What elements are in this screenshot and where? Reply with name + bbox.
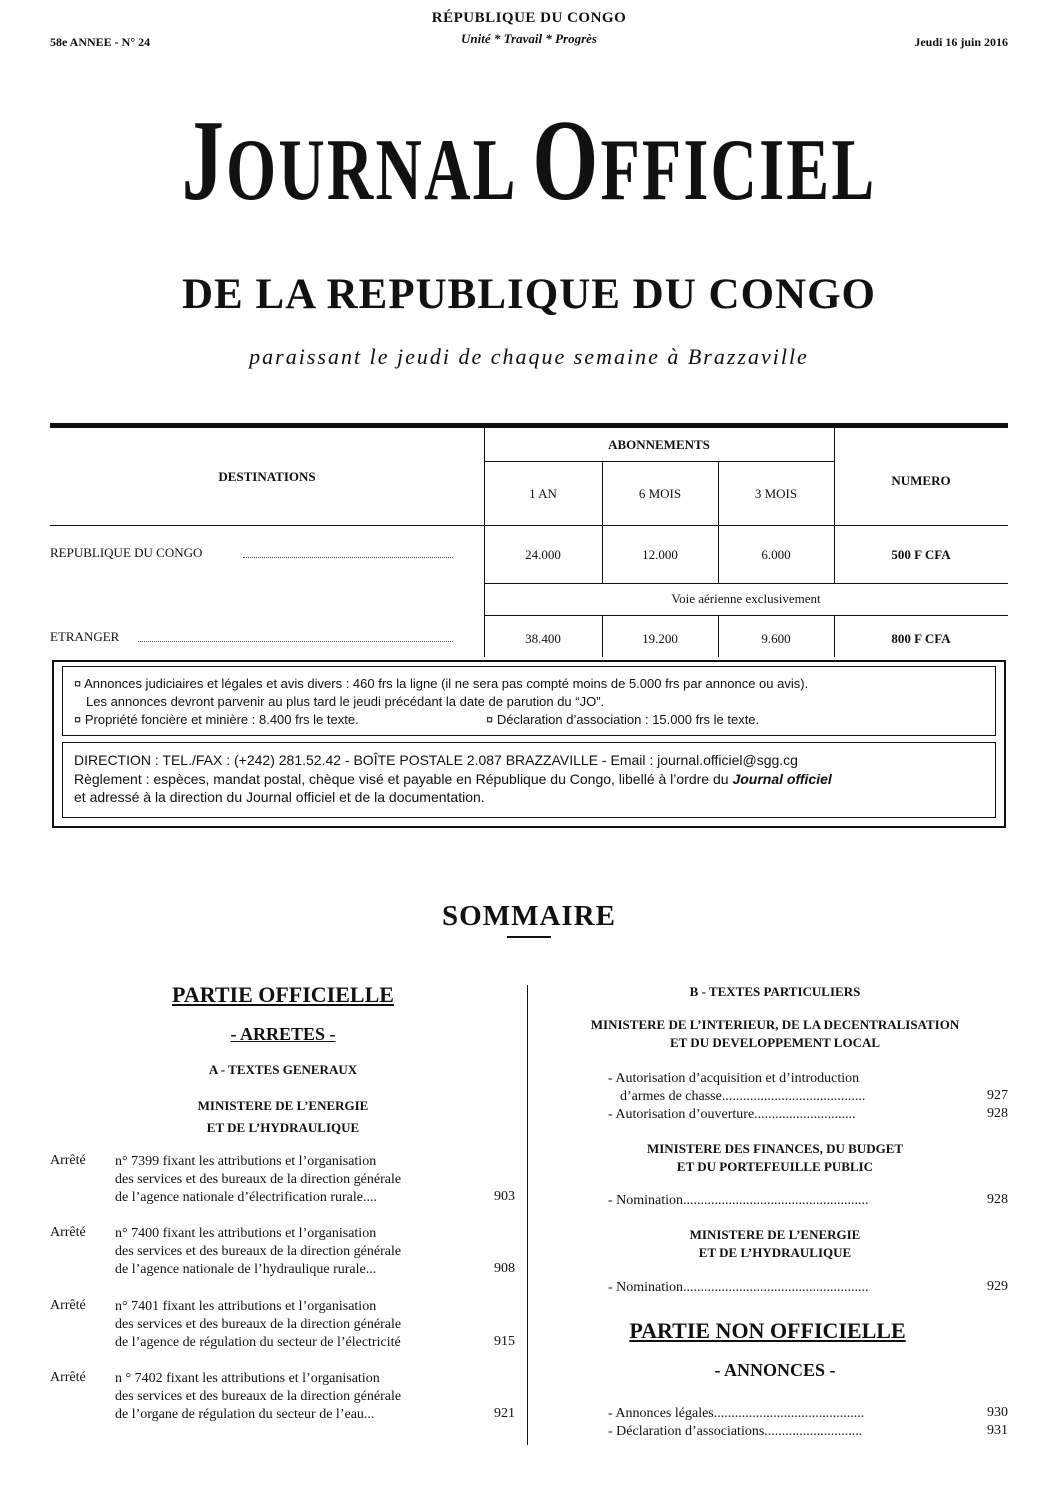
entry-line: de l’agence nationale d’électrification rurale.... [115, 1190, 377, 1205]
row-congo-numero: 500 F CFA [891, 547, 951, 562]
entry-line: des services et des bureaux de la direction générale [115, 1244, 402, 1259]
ministry-interieur-heading: MINISTERE DE L’INTERIEUR, DE LA DECENTRALISATION [590, 1017, 960, 1032]
row-etranger-label: ETRANGER [50, 629, 120, 644]
national-motto: Unité * Travail * Progrès [460, 31, 597, 46]
entry-line: n° 7401 fixant les attributions et l’organisation [115, 1299, 377, 1314]
row-etranger-1an: 38.400 [525, 631, 561, 646]
notice-deadline: Les annonces devront parvenir au plus tard le jeudi précédant la date de parution du “JO”. [86, 694, 605, 709]
entry-page: 928 [987, 1106, 1008, 1121]
direction-contact: DIRECTION : TEL./FAX : (+242) 281.52.42 - BOÎTE POSTALE 2.087 BRAZZAVILLE - Email : journal.officiel@sgg.cg [74, 752, 798, 768]
ministry-interieur-heading-2: ET DU DEVELOPPEMENT LOCAL [669, 1035, 881, 1050]
entry-line: de l’agence nationale de l’hydraulique rurale... [115, 1262, 377, 1277]
sommaire-title: SOMMAIRE [442, 900, 616, 932]
entry-line: des services et des bureaux de la direction générale [115, 1317, 402, 1332]
entry-page: 908 [494, 1261, 515, 1276]
notice-propriete: ¤ Propriété foncière et minière : 8.400 frs le texte. [74, 712, 359, 727]
row-congo-1an: 24.000 [525, 547, 561, 562]
reglement-text: Règlement : espèces, mandat postal, chèque visé et payable en République du Congo, libellé à l’ordre du Journal officiel [74, 771, 832, 787]
arretes-heading: - ARRETES - [230, 1024, 336, 1044]
row-etranger-3mois: 9.600 [761, 631, 791, 646]
masthead-subtitle: DE LA REPUBLIQUE DU CONGO [182, 271, 876, 318]
entry-line: n° 7399 fixant les attributions et l’organisation [115, 1154, 377, 1169]
row-etranger-6mois: 19.200 [642, 631, 678, 646]
ministry-energie-heading: MINISTERE DE L’ENERGIE [197, 1098, 369, 1113]
entry-line: - Déclaration d’associations............................ [608, 1424, 863, 1439]
row-etranger-numero: 800 F CFA [891, 631, 951, 646]
row-congo-label: REPUBLIQUE DU CONGO [50, 545, 203, 560]
col-destinations: DESTINATIONS [218, 469, 316, 484]
air-mail-note: Voie aérienne exclusivement [671, 591, 821, 606]
entry-page: 929 [987, 1279, 1008, 1294]
entry-page: 921 [494, 1406, 515, 1421]
ministry-energie-heading-2: ET DE L’HYDRAULIQUE [206, 1120, 360, 1135]
entry-type: Arrêté [50, 1153, 86, 1168]
partie-non-officielle-heading: PARTIE NON OFFICIELLE [629, 1318, 906, 1343]
row-congo-3mois: 6.000 [761, 547, 791, 562]
entry-page: 930 [987, 1405, 1008, 1420]
entry-line: de l’organe de régulation du secteur de l’eau... [115, 1407, 375, 1422]
textes-particuliers-heading: B - TEXTES PARTICULIERS [689, 984, 861, 999]
entry-line: - Annonces légales........................................... [608, 1406, 865, 1421]
entry-page: 927 [987, 1088, 1008, 1103]
notice-annonces: ¤ Annonces judiciaires et légales et avis divers : 460 frs la ligne (il ne sera pas compté moins de 5.000 frs par annonce ou avis). [74, 676, 809, 691]
entry-line: de l’agence de régulation du secteur de l’électricité [115, 1335, 401, 1350]
entry-line: d’armes de chasse......................................... [620, 1089, 866, 1104]
entry-line: des services et des bureaux de la direction générale [115, 1172, 402, 1187]
issue-date: Jeudi 16 juin 2016 [914, 35, 1008, 49]
col-3mois: 3 MOIS [754, 486, 798, 501]
subscription-table [50, 423, 1008, 653]
issue-number: 58e ANNEE - N° 24 [50, 35, 151, 49]
reglement-text-2: et adressé à la direction du Journal officiel et de la documentation. [74, 789, 485, 805]
entry-line: des services et des bureaux de la direction générale [115, 1389, 402, 1404]
entry-line: - Nomination..................................................... [608, 1280, 869, 1295]
entry-line: n° 7400 fixant les attributions et l’organisation [115, 1226, 377, 1241]
annonces-heading: - ANNONCES - [714, 1360, 836, 1380]
col-abonnements: ABONNEMENTS [608, 437, 710, 452]
publication-frequency: paraissant le jeudi de chaque semaine à Brazzaville [249, 344, 809, 369]
entry-page: 903 [494, 1189, 515, 1204]
textes-generaux-heading: A - TEXTES GENERAUX [208, 1062, 358, 1077]
col-6mois: 6 MOIS [638, 486, 682, 501]
entry-line: n ° 7402 fixant les attributions et l’organisation [115, 1371, 380, 1386]
row-congo-6mois: 12.000 [642, 547, 678, 562]
entry-page: 928 [987, 1192, 1008, 1207]
republic-heading: RÉPUBLIQUE DU CONGO [431, 10, 627, 26]
entry-page: 931 [987, 1423, 1008, 1438]
entry-line: - Nomination..................................................... [608, 1193, 869, 1208]
ministry-finances-heading-2: ET DU PORTEFEUILLE PUBLIC [676, 1159, 874, 1174]
partie-officielle-heading: PARTIE OFFICIELLE [172, 982, 394, 1007]
col-numero: NUMERO [891, 473, 951, 488]
col-1an: 1 AN [529, 486, 557, 501]
notice-association: ¤ Déclaration d’association : 15.000 frs le texte. [486, 712, 760, 727]
entry-type: Arrêté [50, 1370, 86, 1385]
ministry-energie-right-heading: MINISTERE DE L’ENERGIE [689, 1227, 861, 1242]
entry-type: Arrêté [50, 1298, 86, 1313]
entry-line: - Autorisation d’acquisition et d’introduction [608, 1071, 860, 1086]
entry-page: 915 [494, 1334, 515, 1349]
ministry-finances-heading: MINISTERE DES FINANCES, DU BUDGET [646, 1141, 904, 1156]
ministry-energie-right-heading-2: ET DE L’HYDRAULIQUE [698, 1245, 852, 1260]
entry-type: Arrêté [50, 1225, 86, 1240]
masthead-title: JOURNAL OFFICIEL [181, 97, 877, 225]
entry-line: - Autorisation d’ouverture............................. [608, 1107, 856, 1122]
